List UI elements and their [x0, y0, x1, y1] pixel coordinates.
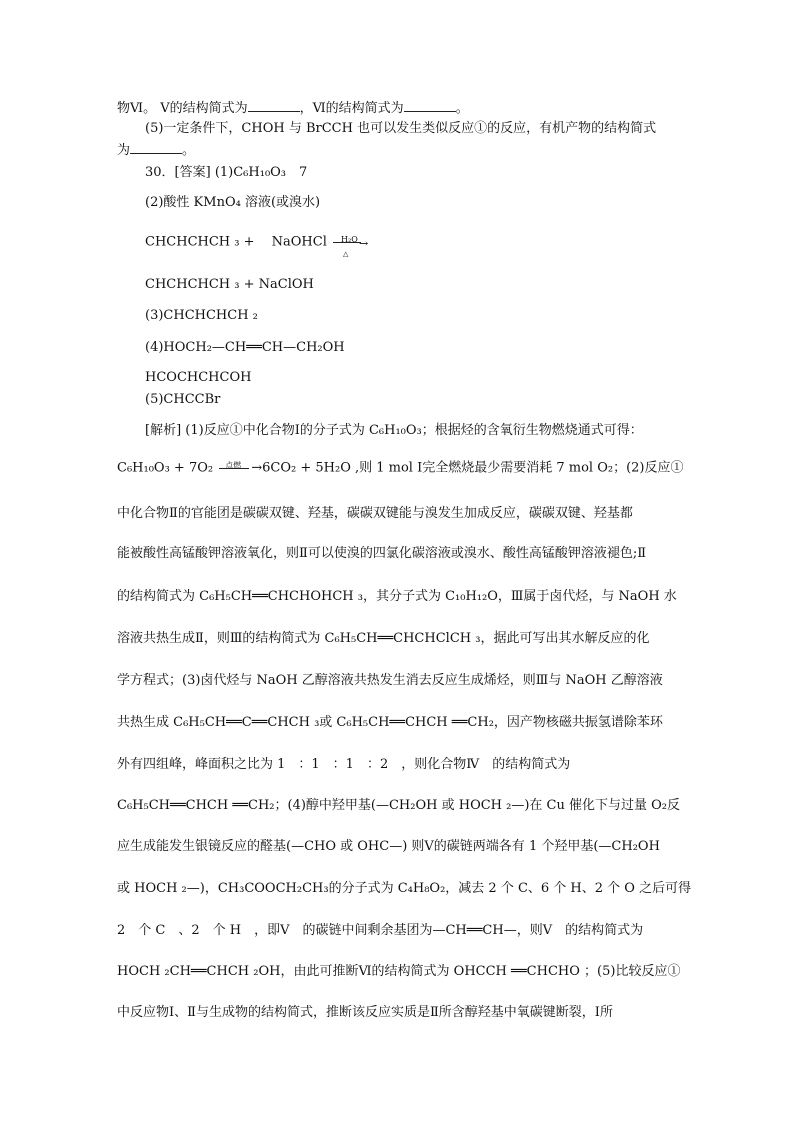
answer-line-6: (4)HOCH₂—CH══CH—CH₂OH	[145, 340, 345, 355]
answer-line-2: (2)酸性 KMnO₄ 溶液(或溴水)	[145, 195, 321, 210]
analysis-line-13: 2 个 C 、2 个 H ，即Ⅴ 的碳链中间剩余基团为—CH══CH—，则Ⅴ 的结构简式为	[117, 923, 644, 938]
question-text: ，Ⅵ的结构简式为	[299, 101, 404, 116]
answer-line-5: (3)CHCHCHCH ₂	[145, 308, 258, 323]
combustion-arrow	[217, 459, 251, 477]
combustion-reactants: C₆H₁₀O₃ + 7O₂	[117, 460, 214, 476]
analysis-line-14: HOCH ₂CH══CHCH ₂OH，由此可推断Ⅵ的结构简式为 OHCCH ══CHCHO ；(5)比较反应①	[117, 964, 681, 979]
combustion-rest: →6CO₂ + 5H₂O ,则 1 mol Ⅰ完全燃烧最少需要消耗 7 mol O₂；(2)反应①	[251, 460, 684, 476]
arrow-bar	[333, 242, 361, 243]
answer-blank	[248, 99, 300, 112]
analysis-line-12: 或 HOCH ₂—)，CH₃COOCH₂CH₃的分子式为 C₄H₈O₂，减去 2 个 C、6 个 H、2 个 O 之后可得	[117, 881, 692, 896]
answer-line-1: 30．[答案] (1)C₆H₁₀O₃ 7	[145, 165, 308, 180]
analysis-line-15: 中反应物Ⅰ、Ⅱ与生成物的结构简式，推断该反应实质是Ⅱ所含醇羟基中氧碳键断裂，Ⅰ所	[117, 1005, 613, 1020]
question-text: 。	[455, 101, 469, 116]
arrow-head: →	[359, 237, 369, 250]
reaction-condition: H₂O	[341, 235, 358, 244]
answer-blank	[130, 141, 182, 154]
heat-symbol: △	[343, 250, 349, 258]
analysis-line-6: 溶液共热生成Ⅱ，则Ⅲ的结构简式为 C₆H₅CH══CHCHClCH ₃，据此可写出其水解反应的化	[117, 631, 650, 646]
analysis-line-1: [解析] (1)反应①中化合物Ⅰ的分子式为 C₆H₁₀O₃；根据烃的含氧衍生物燃烧通式可得：	[145, 423, 643, 438]
analysis-line-8: 共热生成 C₆H₅CH══C══CHCH ₃或 C₆H₅CH══CHCH ══CH₂，因产物核磁共振氢谱除苯环	[117, 715, 663, 730]
analysis-line-5: 的结构简式为 C₆H₅CH══CHCHOHCH ₃，其分子式为 C₁₀H₁₂O，Ⅲ属于卤代烃，与 NaOH 水	[117, 589, 677, 604]
answer-line-8: (5)CHCCBr	[145, 392, 221, 407]
analysis-line-7: 学方程式；(3)卤代烃与 NaOH 乙醇溶液共热发生消去反应生成烯烃，则Ⅲ与 NaOH 乙醇溶液	[117, 673, 663, 688]
reaction-arrow	[331, 233, 371, 258]
answer-equation-line	[145, 233, 371, 258]
question-text: 物Ⅵ。 Ⅴ的结构简式为	[117, 101, 248, 116]
question-text: 。	[182, 143, 196, 158]
answer-line-7: HCOCHCHCOH	[145, 370, 252, 385]
equation-reactants: CHCHCHCH ₃ + NaOHCl	[145, 234, 327, 250]
question-line-3	[117, 141, 195, 160]
answer-blank	[404, 99, 456, 112]
analysis-line-10: C₆H₅CH══CHCH ══CH₂；(4)醇中羟甲基(—CH₂OH 或 HOCH ₂—)在 Cu 催化下与过量 O₂反	[117, 798, 681, 813]
arrow-bar	[219, 468, 249, 469]
analysis-line-3: 中化合物Ⅱ的官能团是碳碳双键、羟基，碳碳双键能与溴发生加成反应，碳碳双键、羟基都	[117, 506, 633, 521]
combustion-condition: 点燃	[225, 461, 242, 470]
question-line-2: (5)一定条件下，CHOH 与 BrCCH 也可以发生类似反应①的反应，有机产物的结构简式	[145, 121, 657, 136]
analysis-line-9: 外有四组峰，峰面积之比为 1 ：1 ：1 ：2 ，则化合物Ⅳ 的结构简式为	[117, 757, 571, 772]
analysis-line-4: 能被酸性高锰酸钾溶液氧化，则Ⅱ可以使溴的四氯化碳溶液或溴水、酸性高锰酸钾溶液褪色;Ⅱ	[117, 546, 647, 561]
answer-line-4: CHCHCHCH ₃ + NaClOH	[145, 277, 314, 292]
analysis-line-2	[117, 459, 684, 478]
analysis-line-11: 应生成能发生银镜反应的醛基(—CHO 或 OHC—) 则Ⅴ的碳链两端各有 1 个羟甲基(—CH₂OH	[117, 839, 660, 854]
question-text: 为	[117, 143, 131, 158]
question-line-1	[117, 99, 469, 118]
